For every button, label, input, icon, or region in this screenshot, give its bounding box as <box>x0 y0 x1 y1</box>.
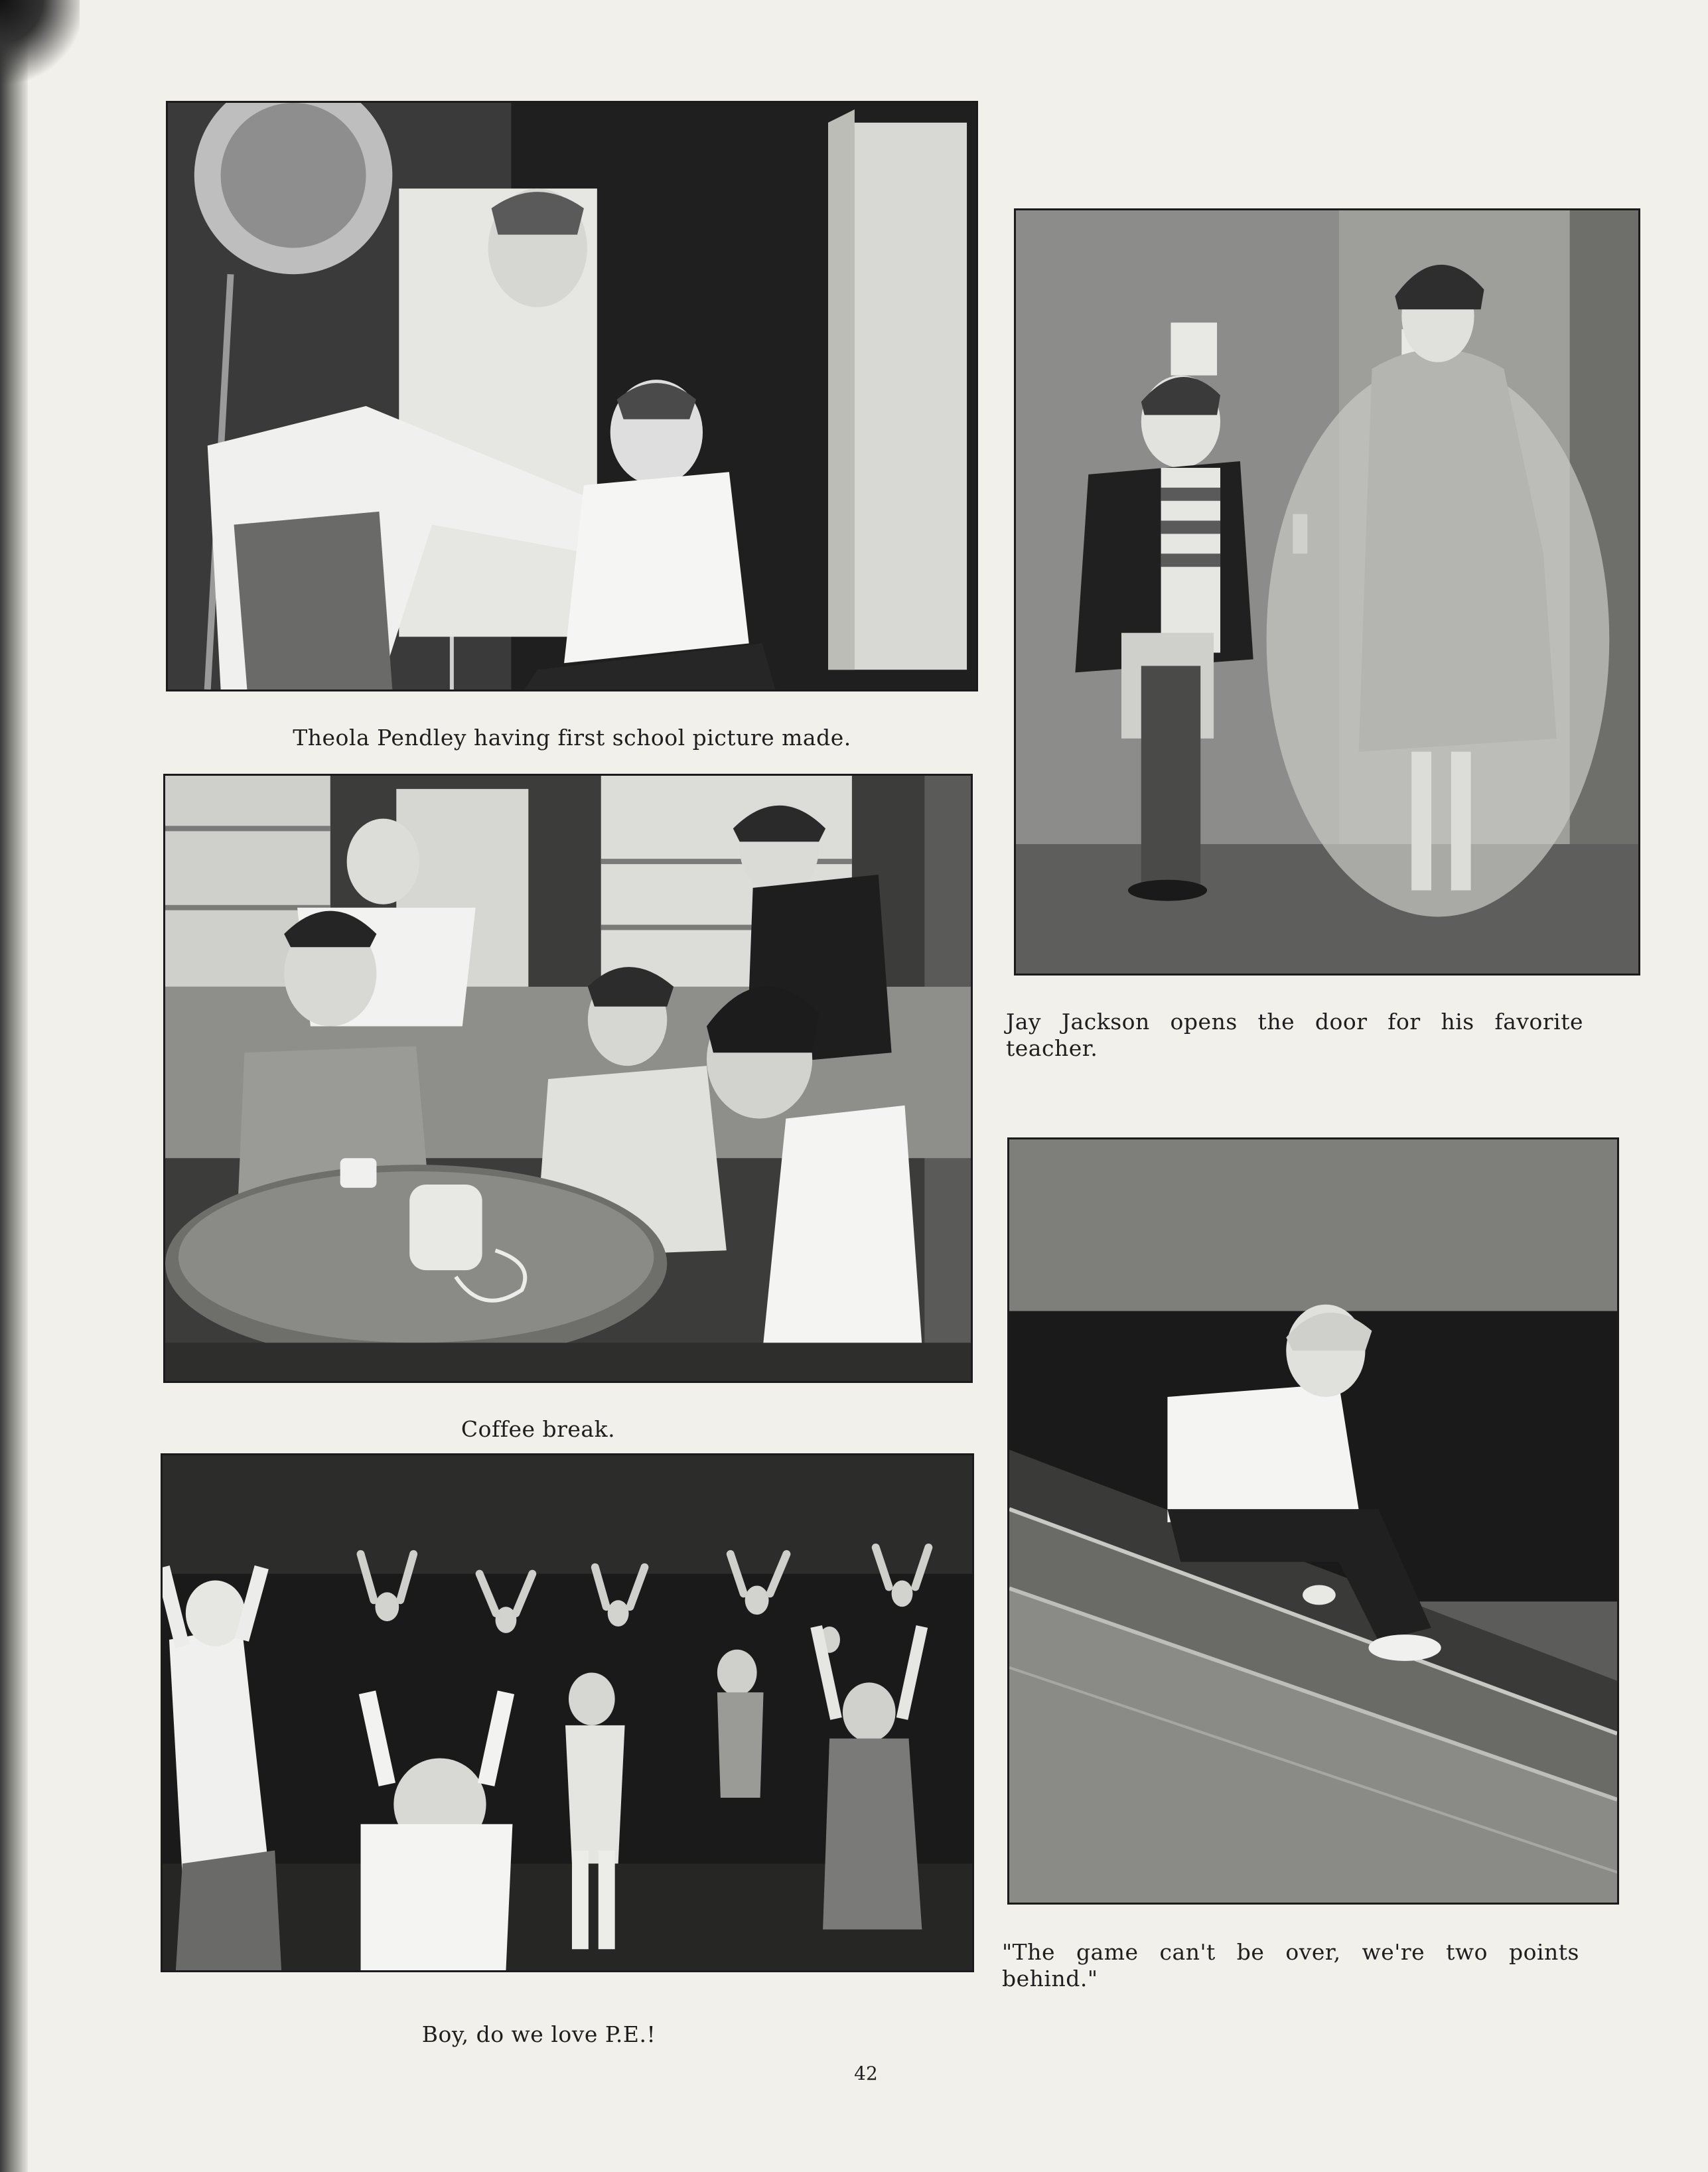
photo-pe-class <box>161 1453 974 1972</box>
binding-edge <box>0 0 28 2172</box>
page-number: 42 <box>854 2063 878 2084</box>
corner-shadow <box>0 0 80 93</box>
caption-school-picture: Theola Pendley having first school picture made. <box>293 725 851 751</box>
photo-school-picture <box>166 101 978 691</box>
photo-door <box>1014 208 1640 976</box>
photo-bleachers <box>1007 1137 1619 1905</box>
caption-door: Jay Jackson opens the door for his favorite teacher. <box>1006 1009 1583 1061</box>
caption-coffee-break: Coffee break. <box>461 1416 616 1442</box>
photo-coffee-break <box>163 774 973 1383</box>
caption-bleachers: "The game can't be over, we're two points behind." <box>1002 1939 1579 1991</box>
caption-pe-class: Boy, do we love P.E.! <box>421 2021 656 2047</box>
